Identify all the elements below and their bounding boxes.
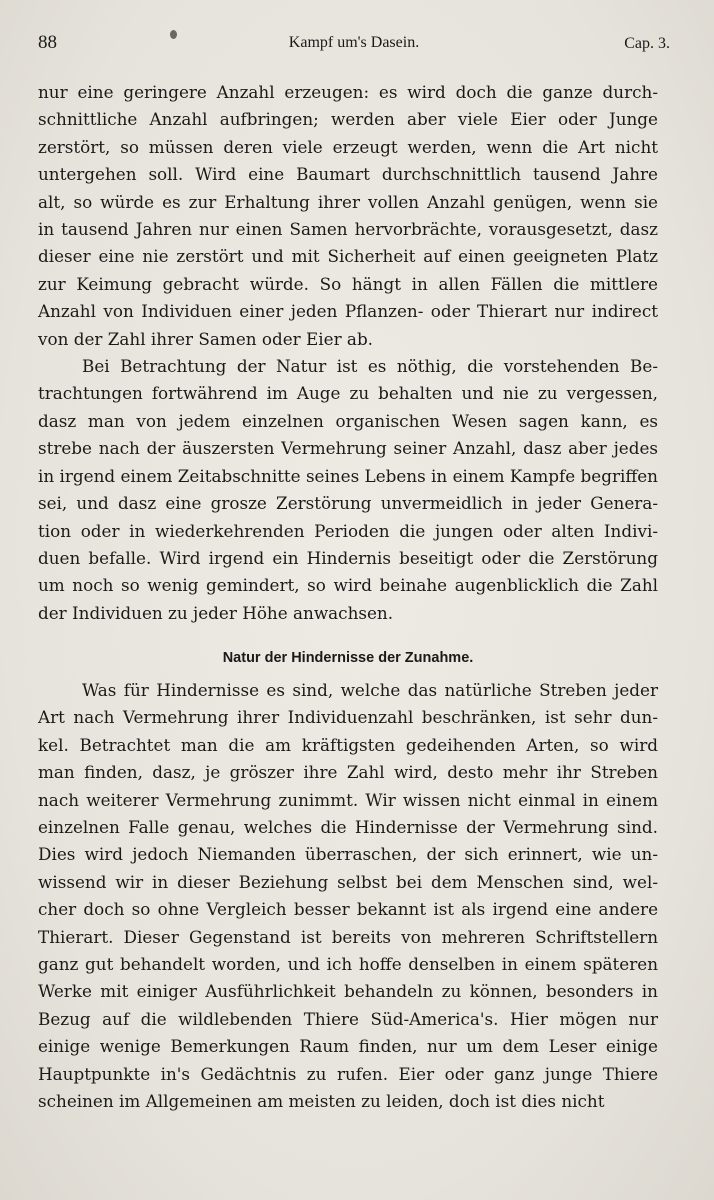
text-line: strebe nach der äuszersten Vermehrung seiner Anzahl, dasz aber jedes <box>38 438 658 459</box>
text-line: zur Keimung gebracht würde. So hängt in allen Fällen die mittlere <box>38 273 658 294</box>
main-text <box>38 79 658 627</box>
text-line: kel. Betrachtet man die am kräftigsten gedeihenden Arten, so wird <box>38 734 658 755</box>
text-line: der Individuen zu jeder Höhe anwachsen. <box>38 602 394 623</box>
text-line: dasz man von jedem einzelnen organischen Wesen sagen kann, es <box>38 410 658 431</box>
text-line: trachtungen fortwährend im Auge zu behalten und nie zu vergessen, <box>38 383 658 404</box>
main-text-continued <box>38 677 658 1116</box>
text-line: untergehen soll. Wird eine Baumart durchschnittlich tausend Jahre <box>38 164 658 185</box>
text-line: cher doch so ohne Vergleich besser bekannt ist als irgend eine andere <box>38 899 658 920</box>
text-line: Dies wird jedoch Niemanden überraschen, der sich erinnert, wie un- <box>38 844 658 865</box>
text-line: Anzahl von Individuen einer jeden Pflanzen- oder Thierart nur indirect <box>38 301 658 322</box>
section-heading: Natur der Hindernisse der Zunahme. <box>222 650 474 666</box>
text-line: Bei Betrachtung der Natur ist es nöthig, die vorstehenden Be- <box>82 356 658 377</box>
text-line: Werke mit einiger Ausführlichkeit behandeln zu können, besonders in <box>38 981 658 1002</box>
text-line: ganz gut behandelt worden, und ich hoffe denselben in einem späteren <box>38 954 658 975</box>
running-title: Kampf um's Dasein. <box>288 34 420 51</box>
text-line: Was für Hindernisse es sind, welche das natürliche Streben jeder <box>82 680 658 700</box>
text-line: scheinen im Allgemeinen am meisten zu leiden, doch ist dies nicht <box>38 1091 605 1112</box>
text-line: einzelnen Falle genau, welches die Hindernisse der Vermehrung sind. <box>38 817 658 838</box>
paragraph-2 <box>38 353 658 627</box>
text-line: Hauptpunkte in's Gedächtnis zu rufen. Eier oder ganz junge Thiere <box>38 1063 658 1084</box>
chapter-label: Cap. 3. <box>624 35 670 52</box>
text-line: Thierart. Dieser Gegenstand ist bereits von mehreren Schriftstellern <box>38 926 658 947</box>
text-line: um noch so wenig gemindert, so wird beinahe augenblicklich die Zahl <box>38 575 658 596</box>
text-line: sei, und dasz eine grosze Zerstörung unvermeidlich in jeder Genera- <box>38 493 658 514</box>
text-line: tion oder in wiederkehrenden Perioden die jungen oder alten Indivi- <box>38 520 658 541</box>
running-header <box>38 32 670 60</box>
text-line: einige wenige Bemerkungen Raum finden, nur um dem Leser einige <box>38 1036 658 1057</box>
page-number: 88 <box>38 32 57 53</box>
text-line: wissend wir in dieser Beziehung selbst bei dem Menschen sind, wel- <box>38 871 658 892</box>
text-line: dieser eine nie zerstört und mit Sicherheit auf einen geeigneten Platz <box>38 246 658 267</box>
text-line: Art nach Vermehrung ihrer Individuenzahl beschränken, ist sehr dun- <box>38 707 658 728</box>
text-line: von der Zahl ihrer Samen oder Eier ab. <box>38 328 374 349</box>
text-line: Bezug auf die wildlebenden Thiere Süd-America's. Hier mögen nur <box>38 1008 658 1029</box>
text-line: schnittliche Anzahl aufbringen; werden aber viele Eier oder Junge <box>38 109 658 130</box>
paragraph-1 <box>38 79 658 353</box>
text-line: alt, so würde es zur Erhaltung ihrer vollen Anzahl genügen, wenn sie <box>38 191 658 212</box>
text-line: in tausend Jahren nur einen Samen hervorbrächte, vorausgesetzt, dasz <box>38 219 658 240</box>
text-line: zerstört, so müssen deren viele erzeugt werden, wenn die Art nicht <box>38 136 658 157</box>
text-line: man finden, dasz, je gröszer ihre Zahl wird, desto mehr ihr Streben <box>38 762 658 783</box>
paragraph-3 <box>38 677 658 1116</box>
text-line: duen befalle. Wird irgend ein Hindernis beseitigt oder die Zerstörung <box>38 547 658 568</box>
text-line: nach weiterer Vermehrung zunimmt. Wir wissen nicht einmal in einem <box>38 789 658 810</box>
text-line: nur eine geringere Anzahl erzeugen: es wird doch die ganze durch- <box>38 82 658 102</box>
text-line: in irgend einem Zeitabschnitte seines Lebens in einem Kampfe begriffen <box>38 465 658 486</box>
